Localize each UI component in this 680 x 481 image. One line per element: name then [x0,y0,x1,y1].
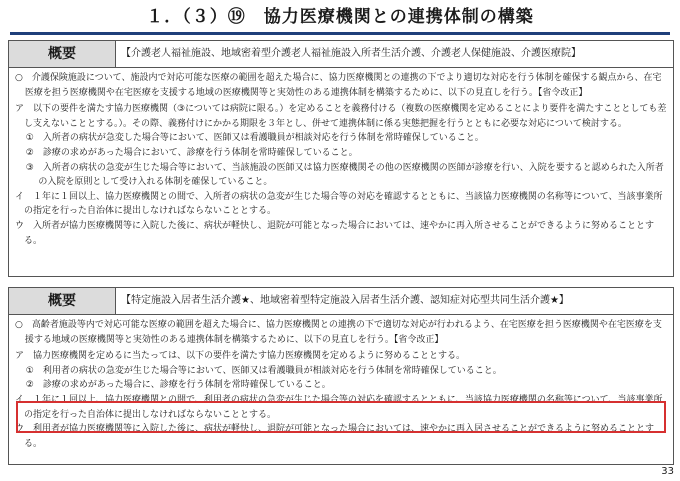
requirement-1-2: ② 診療の求めがあった場合において、診療を行う体制を常時確保していること。 [25,147,358,158]
overview-body-2 [9,315,673,455]
requirement-1-1: ① 入所者の病状が急変した場合等において、医師又は看護職員が相談対応を行う体制を常時確保していること。 [25,133,484,144]
item-a-2: ア 協力医療機関を定めるに当たっては、以下の要件を満たす協力医療機関を定めるように努めることとする。 [15,351,466,362]
page-title: １．（３）⑲ 協力医療機関との連携体制の構築 [146,7,534,27]
item-i-2: イ １年に１回以上、協力医療機関との間で、利用者の病状の急変が生じた場合等の対応を確認するとともに、当該協力医療機関の名称等について、当該事業所の指定を行った自治体に提出しなければならないこととする。 [15,394,663,420]
overview-header-1 [9,41,673,68]
overview-label-1: 概要 [9,41,116,67]
requirement-2-2: ② 診療の求めがあった場合に、診療を行う体制を常時確保していること。 [25,380,331,391]
intro-text-2: ○ 高齢者施設等内で対応可能な医療の範囲を超えた場合に、協力医療機関との連携の下で適切な対応が行われるよう、在宅医療を担う医療機関や在宅医療を支援する地域の医療機関等と実効性のある連携体制を構築するために、以下の見直しを行う。【省令改正】 [15,320,662,345]
overview-box-2 [8,287,674,465]
title-rule [10,32,670,35]
overview-body-1 [9,68,673,252]
requirement-1-3: ③ 入所者の病状の急変が生じた場合等において、当該施設の医師又は協力医療機関その他の医療機関の医師が診療を行い、入院を要すると認められた入所者の入院を原則として受け入れる体制を確保していること。 [25,162,664,188]
requirement-2-1: ① 利用者の病状の急変が生じた場合等において、医師又は看護職員が相談対応を行う体制を常時確保していること。 [25,365,502,376]
overview-header-2 [9,288,673,315]
item-a-1: ア 以下の要件を満たす協力医療機関（③については病院に限る。）を定めることを義務付ける（複数の医療機関を定めることにより要件を満たすこととしても差し支えないこととする。）。その際、義務付けにかかる期限を３年とし、併せて連携体制に係る実態把握を行うとともに必要な対応について検討する。 [15,104,667,129]
item-u-2: ウ 利用者が協力医療機関等に入院した後に、病状が軽快し、退院が可能となった場合においては、速やかに再入居させることができるように努めることとする。 [15,424,655,449]
overview-scope-1: 【介護老人福祉施設、地域密着型介護老人福祉施設入所者生活介護、介護老人保健施設、介護医療院】 [121,48,581,59]
overview-label-2: 概要 [9,288,116,314]
intro-text-1: ○ 介護保険施設について、施設内で対応可能な医療の範囲を超えた場合に、協力医療機関との連携の下でより適切な対応を行う体制を確保する観点から、在宅医療を担う医療機関や在宅医療を支援する地域の医療機関等と実効性のある連携体制を構築するために、以下の見直しを行う。【省令改正】 [15,73,662,98]
item-u-1: ウ 入所者が協力医療機関等に入院した後に、病状が軽快し、退院が可能となった場合においては、速やかに再入所させることができるように努めることとする。 [15,220,655,246]
overview-box-1 [8,40,674,277]
item-i-1: イ １年に１回以上、協力医療機関との間で、入所者の病状の急変が生じた場合等の対応を確認するとともに、当該協力医療機関の名称等について、当該事業所の指定を行った自治体に提出しなければならないこととする。 [15,191,663,217]
page-number: 33 [661,466,674,477]
overview-scope-2: 【特定施設入居者生活介護★、地域密着型特定施設入居者生活介護、認知症対応型共同生活介護★】 [121,295,569,306]
